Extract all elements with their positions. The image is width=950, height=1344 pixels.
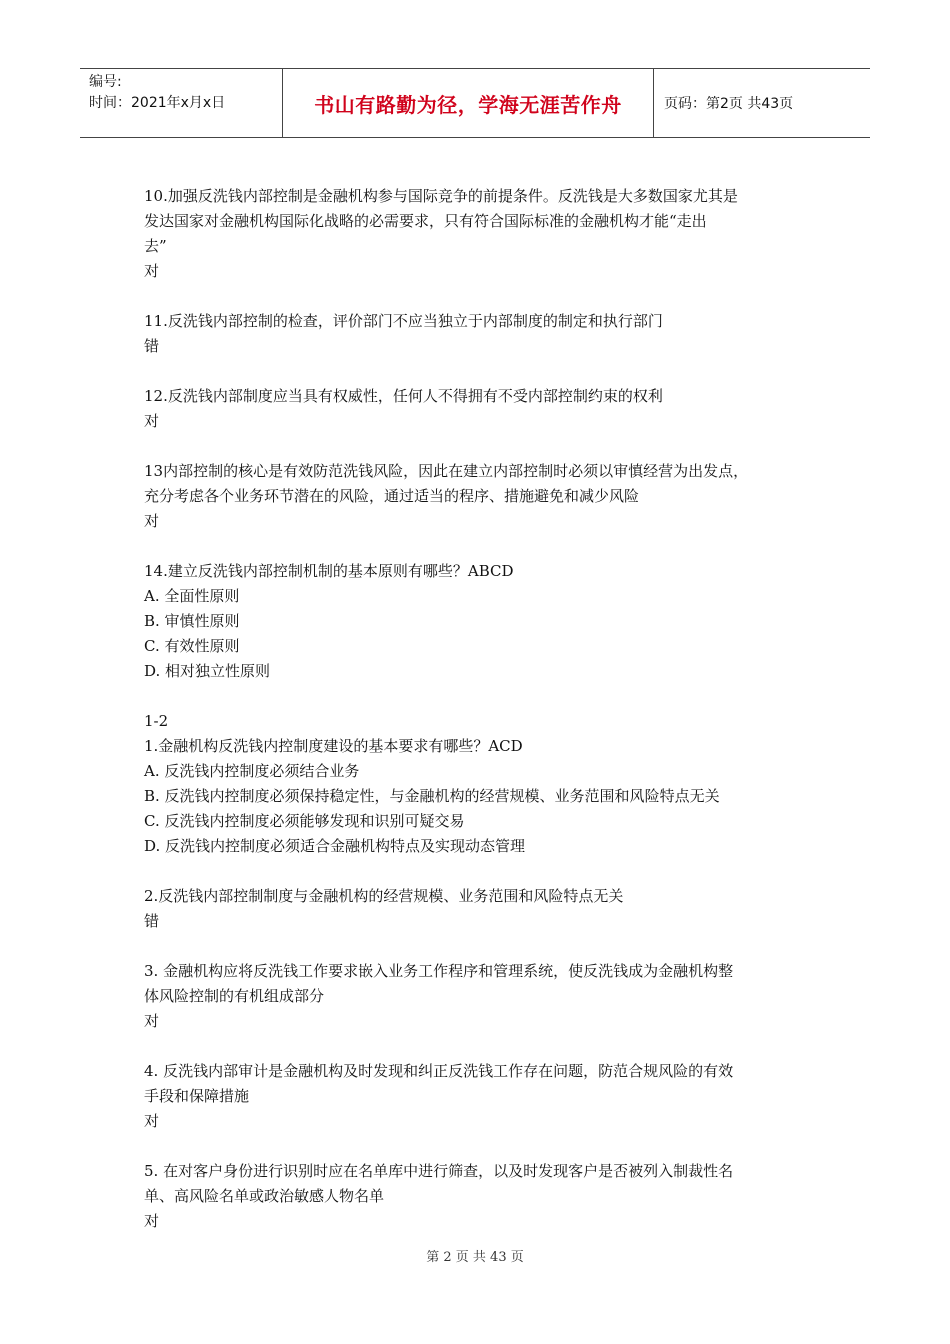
- text-line: 单、高风险名单或政治敏感人物名单: [144, 1187, 385, 1205]
- page-footer: 第 2 页 共 43 页: [426, 1250, 524, 1265]
- text-line: 2.反洗钱内部控制制度与金融机构的经营规模、业务范围和风险特点无关: [144, 887, 624, 905]
- text-line: 14.建立反洗钱内部控制机制的基本原则有哪些？ABCD: [144, 562, 514, 580]
- text-line: D. 反洗钱内控制度必须适合金融机构特点及实现动态管理: [144, 837, 526, 855]
- question-block: [144, 559, 824, 684]
- text-line: 1-2: [144, 712, 169, 730]
- question-block: [144, 709, 824, 859]
- text-line: A. 全面性原则: [144, 587, 240, 605]
- text-line: B. 反洗钱内控制度必须保持稳定性，与金融机构的经营规模、业务范围和风险特点无关: [144, 787, 720, 805]
- question-block: [144, 184, 824, 284]
- question-block: [144, 1059, 824, 1134]
- text-line: 体风险控制的有机组成部分: [144, 987, 325, 1005]
- question-block: [144, 1159, 824, 1234]
- text-line: 对: [144, 512, 160, 530]
- text-line: C. 反洗钱内控制度必须能够发现和识别可疑交易: [144, 812, 465, 830]
- code-label: 编号:: [89, 74, 122, 90]
- text-line: 3. 金融机构应将反洗钱工作要求嵌入业务工作程序和管理系统，使反洗钱成为金融机构整: [144, 962, 734, 980]
- time-label: 时间：2021年x月x日: [89, 95, 226, 111]
- text-line: 手段和保障措施: [144, 1087, 250, 1105]
- text-line: A. 反洗钱内控制度必须结合业务: [144, 762, 360, 780]
- question-block: [144, 884, 824, 934]
- header-motto: 书山有路勤为径，学海无涯苦作舟: [282, 69, 654, 137]
- text-line: 4. 反洗钱内部审计是金融机构及时发现和纠正反洗钱工作存在问题，防范合规风险的有效: [144, 1062, 734, 1080]
- question-block: [144, 384, 824, 434]
- header-meta: [80, 69, 282, 137]
- text-line: 13内部控制的核心是有效防范洗钱风险，因此在建立内部控制时必须以审慎经营为出发点，: [144, 462, 749, 480]
- question-block: [144, 309, 824, 359]
- question-block: [144, 459, 824, 534]
- text-line: 10.加强反洗钱内部控制是金融机构参与国际竞争的前提条件。反洗钱是大多数国家尤其是: [144, 187, 738, 205]
- document-body: [144, 184, 824, 1259]
- text-line: 错: [144, 912, 160, 930]
- text-line: 对: [144, 1012, 160, 1030]
- text-line: 错: [144, 337, 160, 355]
- page-header: [80, 68, 870, 138]
- header-page-info: 页码：第2页 共43页: [664, 96, 794, 112]
- text-line: 发达国家对金融机构国际化战略的必需要求，只有符合国际标准的金融机构才能“走出: [144, 212, 707, 230]
- text-line: C. 有效性原则: [144, 637, 240, 655]
- text-line: 11.反洗钱内部控制的检查，评价部门不应当独立于内部制度的制定和执行部门: [144, 312, 663, 330]
- text-line: 5. 在对客户身份进行识别时应在名单库中进行筛查，以及时发现客户是否被列入制裁性名: [144, 1162, 734, 1180]
- text-line: 1.金融机构反洗钱内控制度建设的基本要求有哪些？ACD: [144, 737, 523, 755]
- text-line: 充分考虑各个业务环节潜在的风险，通过适当的程序、措施避免和减少风险: [144, 487, 640, 505]
- text-line: 对: [144, 1212, 160, 1230]
- text-line: B. 审慎性原则: [144, 612, 240, 630]
- text-line: 对: [144, 412, 160, 430]
- text-line: 12.反洗钱内部制度应当具有权威性，任何人不得拥有不受内部控制约束的权利: [144, 387, 663, 405]
- text-line: 对: [144, 1112, 160, 1130]
- text-line: D. 相对独立性原则: [144, 662, 271, 680]
- text-line: 对: [144, 262, 160, 280]
- question-block: [144, 959, 824, 1034]
- text-line: 去”: [144, 237, 167, 255]
